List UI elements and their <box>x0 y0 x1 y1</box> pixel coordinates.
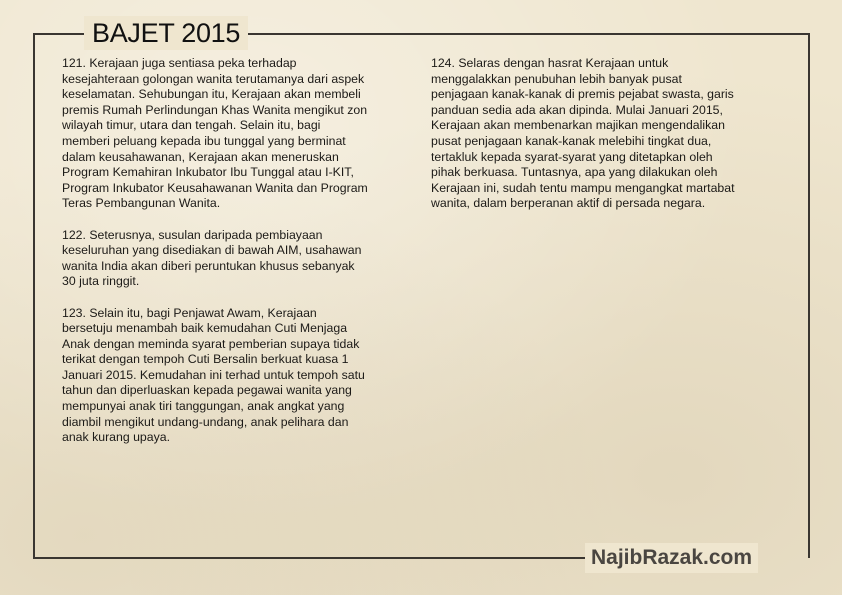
text-line: keselamatan. Sehubungan itu, Kerajaan akan membeli <box>62 87 361 102</box>
frame-left-border <box>33 33 35 558</box>
text-line: Program Inkubator Keusahawanan Wanita dan Program <box>62 180 368 195</box>
text-line: 124. Selaras dengan hasrat Kerajaan untuk <box>431 56 669 70</box>
text-line: dalam keusahawanan, Kerajaan akan meneruskan <box>62 149 339 164</box>
text-line: 123. Selain itu, bagi Penjawat Awam, Kerajaan <box>62 305 317 320</box>
text-line: pusat penjagaan kanak-kanak melebihi tingkat dua, <box>431 133 712 148</box>
page-title: BAJET 2015 <box>84 16 248 50</box>
frame-right-border <box>808 33 810 558</box>
left-column <box>62 56 417 461</box>
text-line: Program Kemahiran Inkubator Ibu Tunggal atau I-KIT, <box>62 165 354 180</box>
paragraph-124 <box>431 56 786 212</box>
text-line: wanita, dalam berperanan aktif di persada negara. <box>431 196 706 211</box>
text-line: terikat dengan tempoh Cuti Bersalin berkuat kuasa 1 <box>62 352 349 367</box>
text-line: wanita India akan diberi peruntukan khusus sebanyak <box>62 258 355 273</box>
text-line: 30 juta ringgit. <box>62 274 140 289</box>
text-line: 121. Kerajaan juga sentiasa peka terhadap <box>62 56 297 70</box>
text-line: Januari 2015. Kemudahan ini terhad untuk tempoh satu <box>62 367 365 382</box>
text-line: keseluruhan yang disediakan di bawah AIM, usahawan <box>62 243 362 258</box>
text-line: bersetuju menambah baik kemudahan Cuti Menjaga <box>62 321 348 336</box>
text-line: pihak berkuasa. Tuntasnya, apa yang dilakukan oleh <box>431 165 718 180</box>
text-line: Anak dengan meminda syarat pemberian supaya tidak <box>62 336 360 351</box>
text-line: tertakluk kepada syarat-syarat yang ditetapkan oleh <box>431 149 713 164</box>
text-line: kesejahteraan golongan wanita terutamanya dari aspek <box>62 71 365 86</box>
text-line: memberi peluang kepada ibu tunggal yang berminat <box>62 133 346 148</box>
paragraph-123 <box>62 306 417 446</box>
text-line: Teras Pembangunan Wanita. <box>62 196 221 211</box>
text-line: 122. Seterusnya, susulan daripada pembiayaan <box>62 227 323 242</box>
paragraph-121 <box>62 56 417 212</box>
frame-top-left-segment <box>33 33 88 35</box>
text-line: anak kurang upaya. <box>62 430 171 445</box>
text-line: menggalakkan penubuhan lebih banyak pusat <box>431 71 682 86</box>
text-line: Kerajaan akan membenarkan majikan mengendalikan <box>431 118 725 133</box>
brand-logo-text: NajibRazak.com <box>585 543 758 573</box>
text-line: Kerajaan ini, sudah tentu mampu mengangkat martabat <box>431 180 735 195</box>
text-line: diambil mengikut undang-undang, anak pelihara dan <box>62 414 349 429</box>
text-line: tahun dan diperluaskan kepada pegawai wanita yang <box>62 383 352 398</box>
frame-bottom-segment <box>33 557 589 559</box>
text-line: premis Rumah Perlindungan Khas Wanita mengikut zon <box>62 102 368 117</box>
text-line: mempunyai anak tiri tanggungan, anak angkat yang <box>62 399 345 414</box>
right-column <box>431 56 786 228</box>
text-line: wilayah timur, utara dan tengah. Selain itu, bagi <box>62 118 321 133</box>
frame-top-right-segment <box>225 33 810 35</box>
paragraph-122 <box>62 228 417 290</box>
text-line: penjagaan kanak-kanak di premis pejabat swasta, garis <box>431 87 734 102</box>
text-line: panduan sedia ada akan dipinda. Mulai Januari 2015, <box>431 102 723 117</box>
